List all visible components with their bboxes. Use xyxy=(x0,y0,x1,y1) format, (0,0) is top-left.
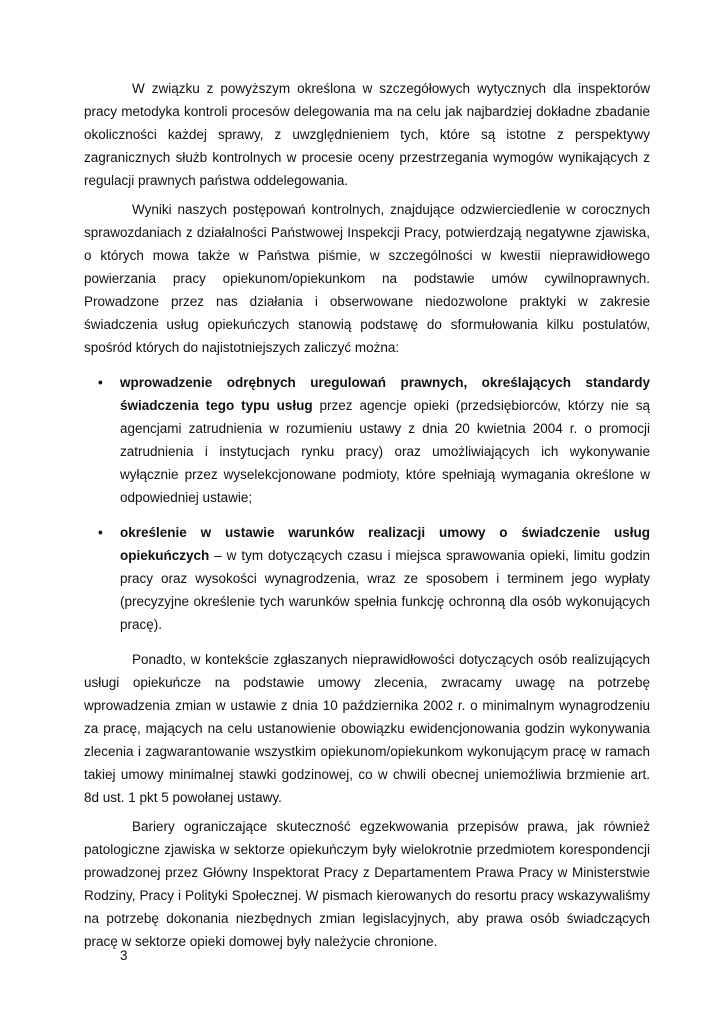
document-body xyxy=(84,77,650,953)
page-number: 3 xyxy=(120,948,128,963)
list-item-bold-text: określenie w ustawie warunków realizacji umowy o świadczenie usług opiekuńczych xyxy=(120,525,650,563)
list-item-bold-text: wprowadzenie odrębnych uregulowań prawnych, określających standardy świadczenia tego typu usług xyxy=(120,375,650,413)
paragraph: Bariery ograniczające skuteczność egzekwowania przepisów prawa, jak również patologiczne zjawiska w sektorze opiekuńczym były wielokrotnie przedmiotem korespondencji prowadzonej przez Główny Inspektorat Pracy z Departamentem Prawa Pracy w Ministerstwie Rodziny, Pracy i Polityki Społecznej. W pismach kierowanych do resortu pracy wskazywaliśmy na potrzebę dokonania niezbędnych zmian legislacyjnych, aby prawa osób świadczących pracę w sektorze opieki domowej były należycie chronione. xyxy=(84,819,650,949)
paragraph: Ponadto, w kontekście zgłaszanych nieprawidłowości dotyczących osób realizujących usługi opiekuńcze na podstawie umowy zlecenia, zwracamy uwagę na potrzebę wprowadzenia zmian w ustawie z dnia 10 października 2002 r. o minimalnym wynagrodzeniu za pracę, mających na celu ustanowienie obowiązku ewidencjonowania godzin wykonywania zlecenia i zagwarantowanie wszystkim opiekunom/opiekunkom wykonującym pracę w ramach takiej umowy minimalnej stawki godzinowej, co w chwili obecnej uniemożliwia brzmienie art. 8d ust. 1 pkt 5 powołanej ustawy. xyxy=(84,652,650,805)
list-item xyxy=(84,521,650,636)
list-item-text: przez agencje opieki (przedsiębiorców, którzy nie są agencjami zatrudnienia w rozumieniu ustawy z dnia 20 kwietnia 2004 r. o promocji zatrudnienia i instytucjach rynku pracy) oraz umożliwiających ich wykonywanie wyłącznie przez wyselekcjonowane podmioty, które spełniają wymagania określone w odpowiedniej ustawie; xyxy=(120,398,651,505)
paragraph: Wyniki naszych postępowań kontrolnych, znajdujące odzwierciedlenie w corocznych sprawozdaniach z działalności Państwowej Inspekcji Pracy, potwierdzają negatywne zjawiska, o których mowa także w Państwa piśmie, w szczególności w kwestii nieprawidłowego powierzania pracy opiekunom/opiekunkom na podstawie umów cywilnoprawnych. Prowadzone przez nas działania i obserwowane niedozwolone praktyki w zakresie świadczenia usług opiekuńczych stanowią podstawę do sformułowania kilku postulatów, spośród których do najistotniejszych zaliczyć można: xyxy=(84,202,650,355)
list-item xyxy=(84,371,650,509)
bullet-icon: • xyxy=(98,375,103,390)
paragraph: W związku z powyższym określona w szczegółowych wytycznych dla inspektorów pracy metodyka kontroli procesów delegowania ma na celu jak najbardziej dokładne zbadanie okoliczności każdej sprawy, z uwzględnieniem tych, które są istotne z perspektywy zagranicznych służb kontrolnych w procesie oceny przestrzegania wymogów wynikających z regulacji prawnych państwa oddelegowania. xyxy=(84,81,650,188)
postulates-list xyxy=(84,371,650,636)
bullet-icon: • xyxy=(98,525,103,540)
list-item-text: – w tym dotyczących czasu i miejsca sprawowania opieki, limitu godzin pracy oraz wysokości wynagrodzenia, wraz ze sposobem i terminem jego wypłaty (precyzyjne określenie tych warunków spełnia funkcję ochronną dla osób wykonujących pracę). xyxy=(120,548,650,632)
